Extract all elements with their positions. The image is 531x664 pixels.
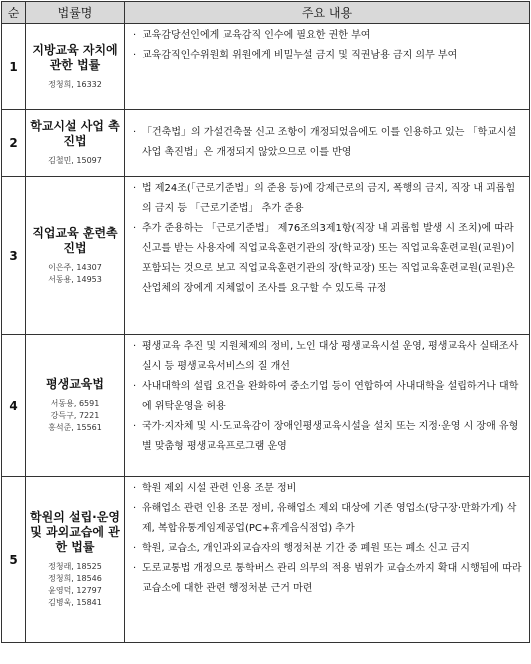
law-name: 직업교육 훈련촉진법 [32,225,118,255]
sponsor: 김철민, 15097 [48,156,102,165]
sponsor: 서동용, 14953 [48,274,102,284]
row-number: 5 [2,477,26,643]
law-cell [26,110,125,177]
content-item: · 사내대학의 설립 요건을 완화하여 중소기업 등이 연합하여 사내대학을 설립하거나 대학에 위탁운영을 허용 [133,377,523,417]
sponsor: 강득구, 7221 [50,411,100,420]
content-item: · 「건축법」의 가설건축물 신고 조항이 개정되었음에도 이를 인용하고 있는 「학교시설사업 촉진법」은 개정되지 않았으므로 이를 반영 [133,123,523,163]
header-content: 주요 내용 [125,2,530,24]
law-name: 학원의 설립·운영 및 과외교습에 관한 법률 [30,510,120,554]
content-item: · 교육감당선인에게 교육감직 인수에 필요한 권한 부여 [133,26,523,46]
content-item: · 교육감직인수위원회 위원에게 비밀누설 금지 및 직권남용 금지 의무 부여 [133,46,523,66]
law-summary-table [1,1,530,643]
law-cell [26,477,125,643]
sponsor-list [30,561,120,609]
content-item: · 평생교육 추진 및 지원체제의 정비, 노인 대상 평생교육시설 운영, 평생교육사 실태조사 실시 등 평생교육서비스의 질 개선 [133,337,523,377]
content-cell [125,24,530,110]
sponsor-list [30,262,120,286]
table-row [2,110,530,177]
table-row [2,177,530,335]
row-number: 3 [2,177,26,335]
sponsor: 김병욱, 15841 [48,598,102,607]
row-number: 2 [2,110,26,177]
content-item: · 학원, 교습소, 개인과외교습자의 행정처분 기간 중 폐원 또는 폐소 신고 금지 [133,539,523,559]
law-name: 평생교육법 [46,377,104,391]
sponsor: 이은주, 14307 [48,262,102,272]
row-number: 1 [2,24,26,110]
table-row [2,335,530,477]
law-cell [26,335,125,477]
content-cell [125,177,530,335]
header-no: 순 [2,2,26,24]
content-item: · 국가·지자체 및 시·도교육감이 장애인평생교육시설을 설치 또는 지정·운영 시 장애 유형별 맞춤형 평생교육프로그램 운영 [133,417,523,457]
content-cell [125,110,530,177]
sponsor: 정청희, 18546 [48,574,102,583]
sponsor: 윤영덕, 12797 [48,586,102,595]
header-row [2,2,530,24]
law-name: 학교시설 사업 촉진법 [30,119,120,148]
header-law: 법률명 [26,2,125,24]
row-number: 4 [2,335,26,477]
law-name: 지방교육 자치에 관한 법률 [32,42,118,72]
law-cell [26,177,125,335]
sponsor: 홍석준, 15561 [48,423,102,432]
content-item: · 추가 준용하는 「근로기준법」 제76조의3제1항(직장 내 괴롭힘 발생 시 조치)에 따라 신고를 받는 사용자에 직업교육훈련기관의 장(학교장) 또는 직업교육훈련교원(교원)이 포함되는 것으로 보고 직업교육훈련기관의 장(학교장) 또는 직업교육훈련교원(교원)은 산업체의 장에게 지체없이 조사를 요구할 수 있도록 규정 [133,219,523,299]
sponsor-list [30,155,120,167]
content-item: · 도로교통법 개정으로 통학버스 관리 의무의 적용 범위가 교습소까지 확대 시행됨에 따라 교습소에 대한 관련 행정처분 근거 마련 [133,559,523,599]
sponsor-list [30,398,120,434]
sponsor: 정청희, 16332 [48,79,102,89]
table-row [2,24,530,110]
sponsor: 정청래, 18525 [48,562,102,571]
content-cell [125,477,530,643]
content-item: · 유해업소 관련 인용 조문 정비, 유해업소 제외 대상에 기존 영업소(당구장·만화가게) 삭제, 복합유통게임제공업(PC+휴게음식점업) 추가 [133,499,523,539]
content-item: · 법 제24조(「근로기준법」의 준용 등)에 강제근로의 금지, 폭행의 금지, 직장 내 괴롭힘의 금지 등 「근로기준법」 추가 준용 [133,179,523,219]
table-row [2,477,530,643]
law-cell [26,24,125,110]
content-item: · 학원 제외 시설 관련 인용 조문 정비 [133,479,523,499]
content-cell [125,335,530,477]
sponsor-list [30,79,120,91]
sponsor: 서동용, 6591 [50,399,100,408]
